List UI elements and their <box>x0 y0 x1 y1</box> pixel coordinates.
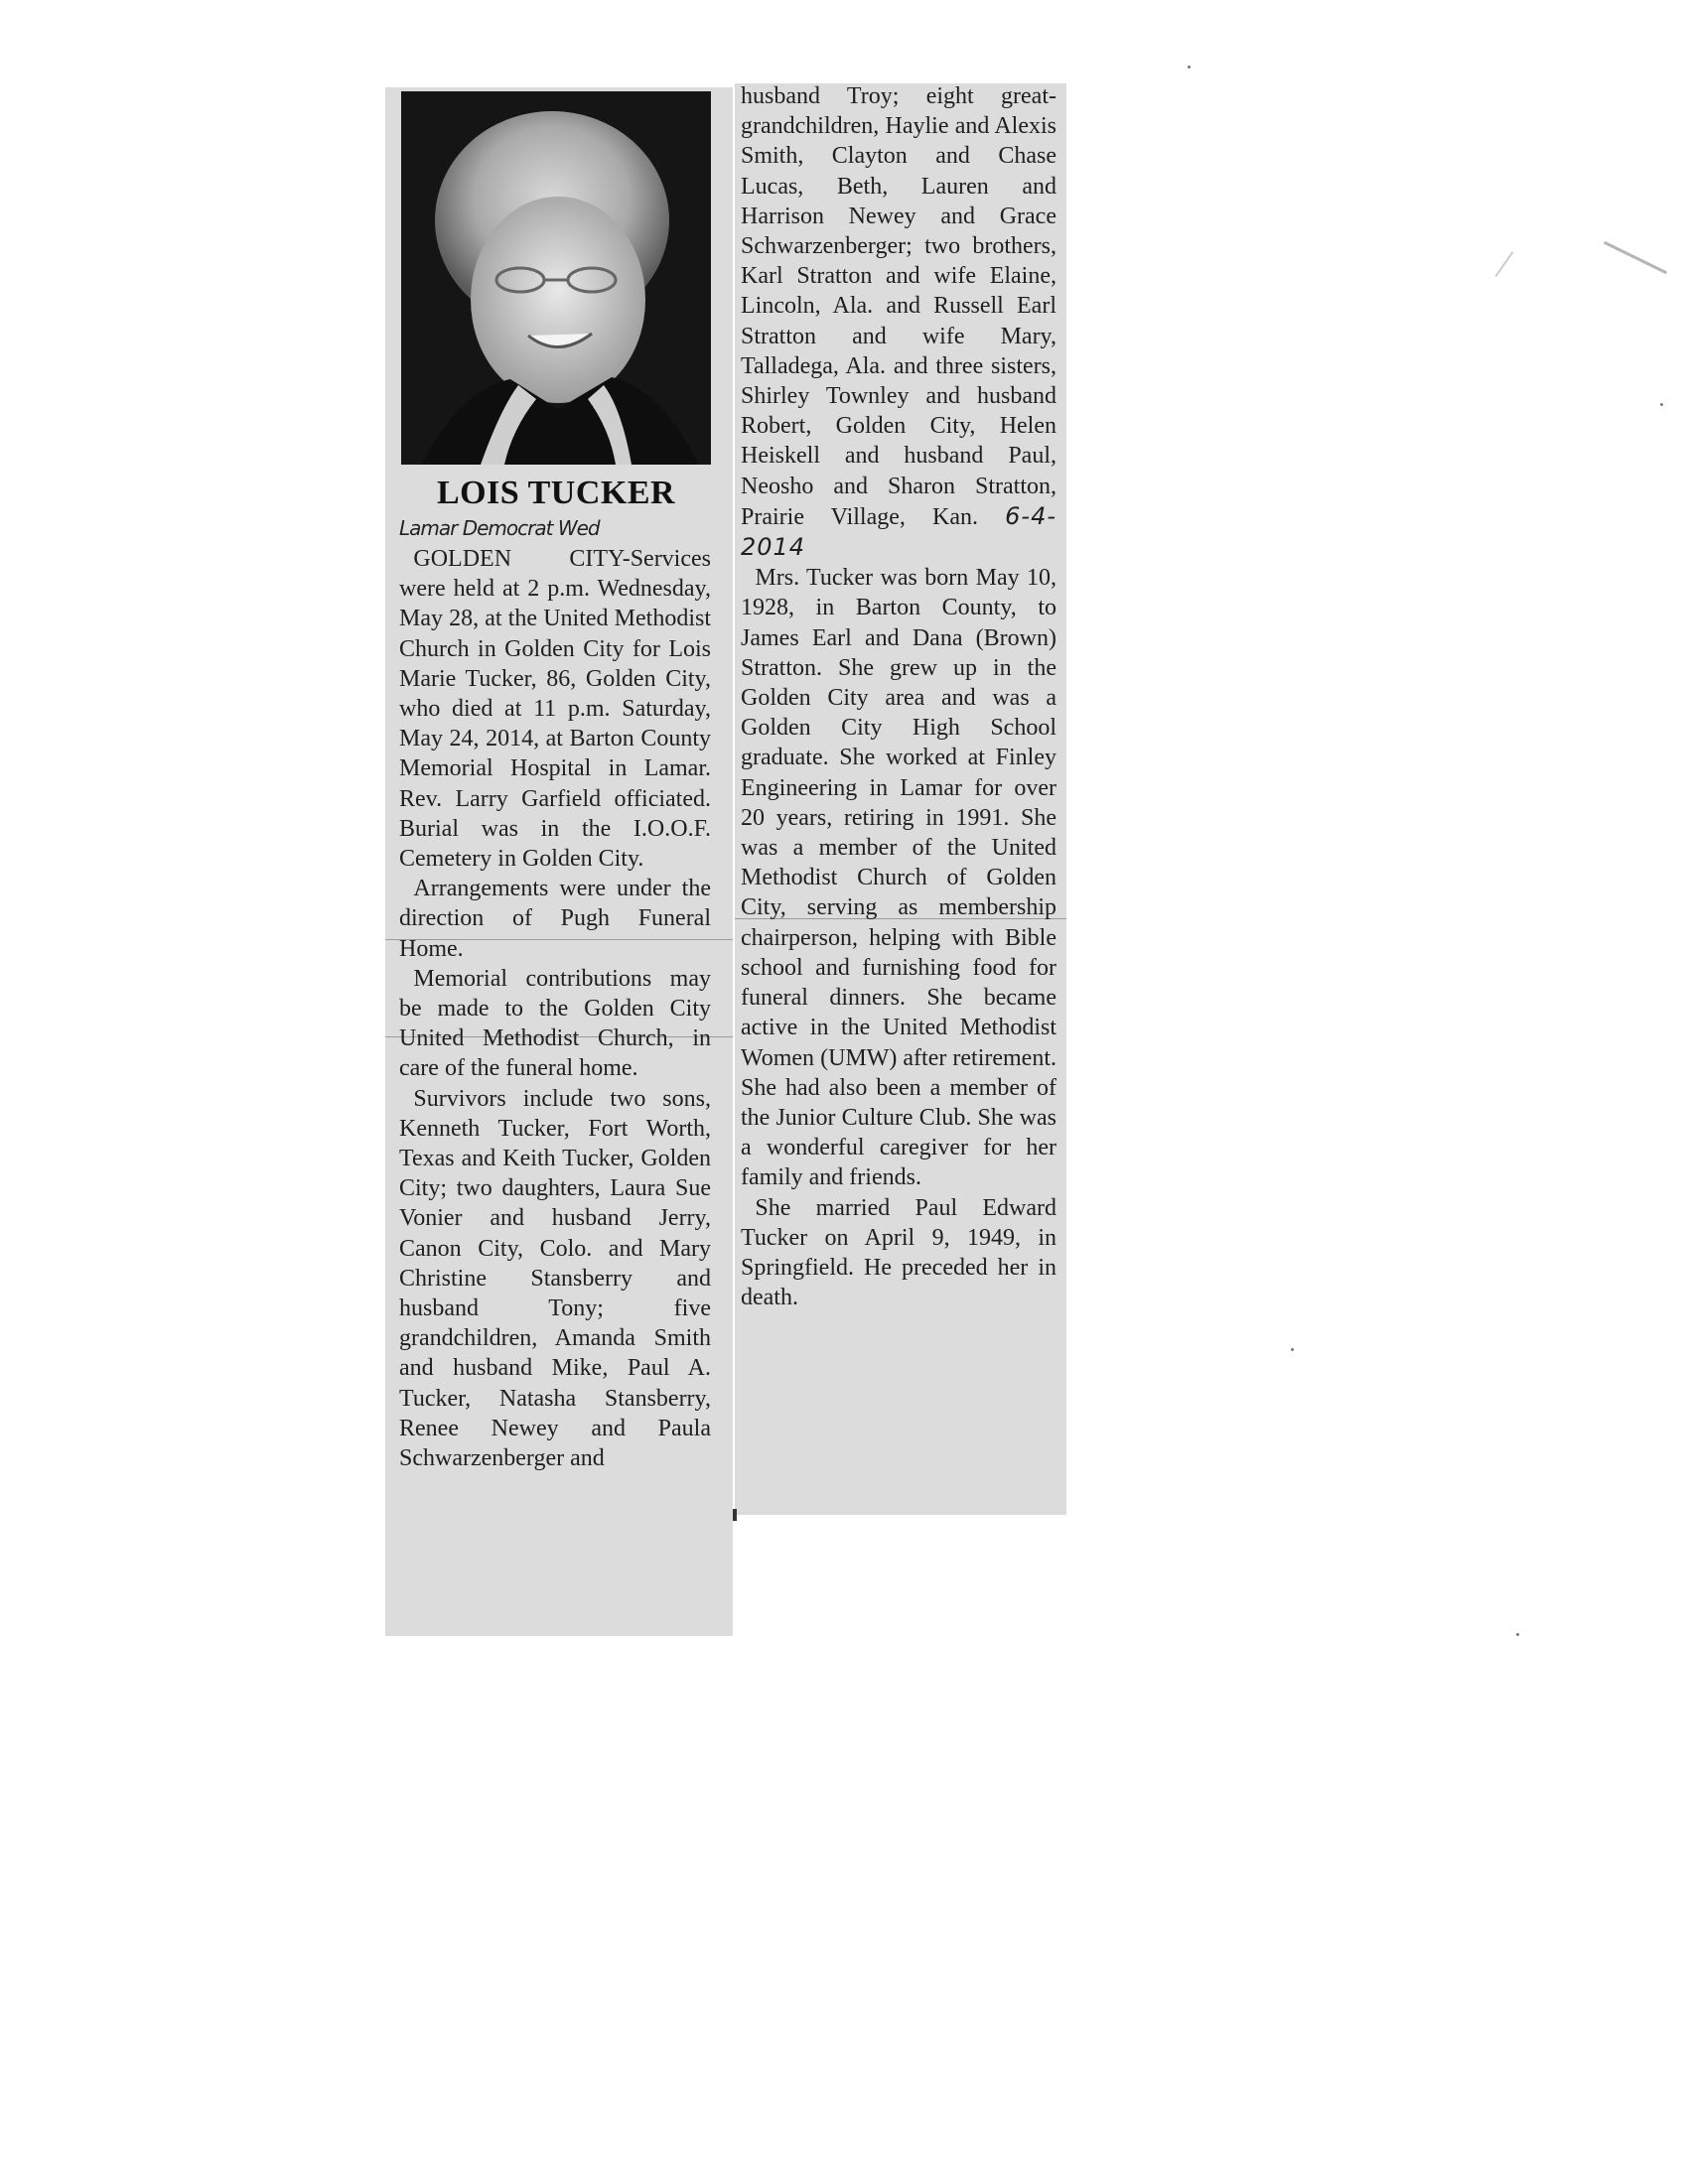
handwritten-source-note: Lamar Democrat Wed <box>399 516 600 540</box>
obituary-column-1 <box>399 544 711 1473</box>
obituary-column-2 <box>741 81 1056 1312</box>
survivors-continued-text: husband Troy; eight great-grandchildren, Haylie and Alexis Smith, Clayton and Chase Lucas, Beth, Lauren and Harrison Newey and Grace Schwarzenberger; two brothers, Karl Stratton and wife Elaine, Lincoln, Ala. and Russell Earl Stratton and wife Mary, Talladega, Ala. and three sisters, Shirley Townley and husband Robert, Golden City, Helen Heiskell and husband Paul, Neosho and Sharon Stratton, Prairie Village, Kan. <box>741 83 1056 530</box>
paragraph-memorial: Memorial contributions may be made to the Golden City United Methodist Church, in care of the funeral home. <box>399 965 711 1082</box>
paragraph-survivors-continued <box>741 81 1056 563</box>
scan-streak-2 <box>1495 251 1514 277</box>
portrait-photo <box>401 91 711 465</box>
paragraph-services: GOLDEN CITY-Services were held at 2 p.m. Wednesday, May 28, at the United Methodist Church in Golden City for Lois Marie Tucker, 86, Golden City, who died at 11 p.m. Saturday, May 24, 2014, at Barton County Memorial Hospital in Lamar. Rev. Larry Garfield officiated. Burial was in the I.O.O.F. Cemetery in Golden City. <box>399 546 711 873</box>
paragraph-survivors: Survivors include two sons, Kenneth Tucker, Fort Worth, Texas and Keith Tucker, Golden City; two daughters, Laura Sue Vonier and husband Jerry, Canon City, Colo. and Mary Christine Stansberry and husband Tony; five grandchildren, Amanda Smith and husband Mike, Paul A. Tucker, Natasha Stansberry, Renee Newey and Paula Schwarzenberger and <box>399 1085 711 1472</box>
clipping-edge-mark <box>733 1509 737 1521</box>
paragraph-marriage: She married Paul Edward Tucker on April 9, 1949, in Springfield. He preceded her in death. <box>741 1194 1056 1311</box>
scan-streak <box>1604 241 1667 274</box>
handwritten-date-note: 6-4-2014 <box>741 501 1056 562</box>
paragraph-biography: Mrs. Tucker was born May 10, 1928, in Barton County, to James Earl and Dana (Brown) Stratton. She grew up in the Golden City area and was a Golden City High School graduate. She worked at Finley Engineering in Lamar for over 20 years, retiring in 1991. She was a member of the United Methodist Church of Golden City, serving as membership chairperson, helping with Bible school and furnishing food for funeral dinners. She became active in the United Methodist Women (UMW) after retirement. She had also been a member of the Junior Culture Club. She was a wonderful caregiver for her family and friends. <box>741 565 1056 1191</box>
paragraph-arrangements: Arrangements were under the direction of Pugh Funeral Home. <box>399 876 711 962</box>
obituary-name-heading: LOIS TUCKER <box>436 475 676 511</box>
